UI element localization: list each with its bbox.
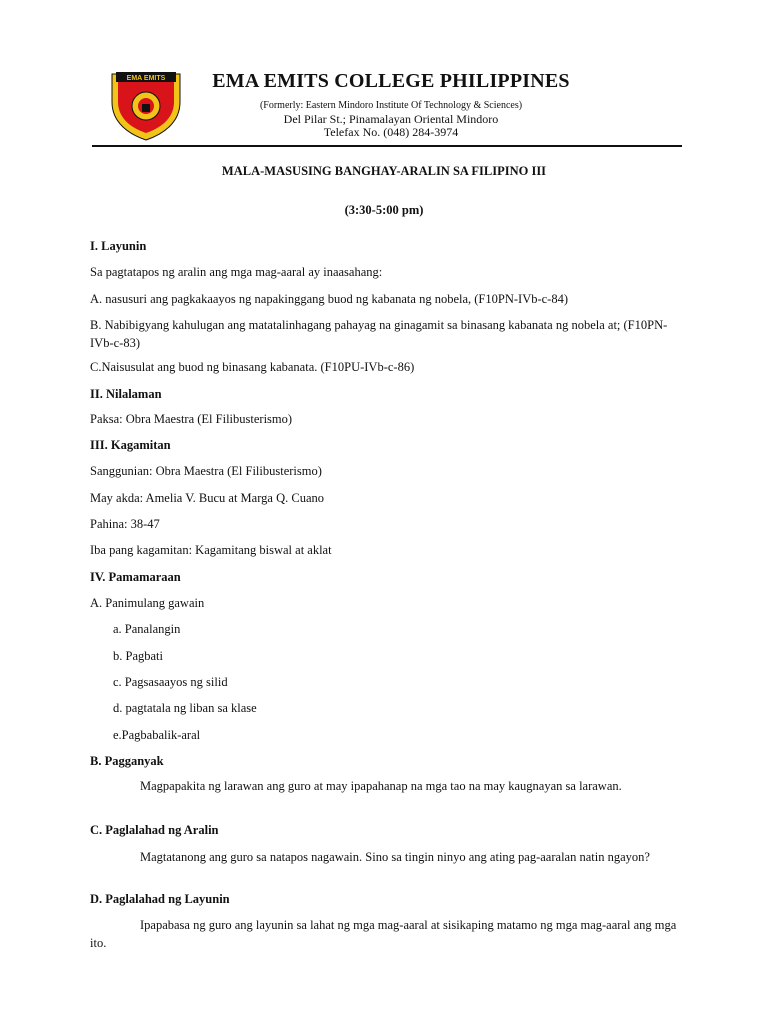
layunin-item-c: C.Naisusulat ang buod ng binasang kabanata. (F10PU-IVb-c-86): [90, 360, 415, 374]
layunin-paglalahad-text: Ipapabasa ng guro ang layunin sa lahat ng mga mag-aaral at sisikaping matamo ng mga mag-aaral ang mga ito.: [90, 918, 677, 950]
panimula-item: b. Pagbati: [113, 649, 163, 663]
class-time: (3:30-5:00 pm): [344, 203, 424, 217]
pamamaraan-panimula: A. Panimulang gawain: [90, 596, 205, 610]
aralin-heading: C. Paglalahad ng Aralin: [90, 823, 219, 837]
nilalaman-paksa: Paksa: Obra Maestra (El Filibusterismo): [90, 412, 293, 426]
section-heading-layunin: I. Layunin: [90, 239, 147, 253]
panimula-item: e.Pagbabalik-aral: [113, 728, 201, 742]
panimula-item: d. pagtatala ng liban sa klase: [113, 701, 257, 715]
layunin-intro: Sa pagtatapos ng aralin ang mga mag-aaral ay inaasahang:: [90, 265, 383, 279]
pagganyak-heading: B. Pagganyak: [90, 754, 164, 768]
section-heading-nilalaman: II. Nilalaman: [90, 387, 162, 401]
layunin-item-b: B. Nabibigyang kahulugan ang matatalinhagang pahayag na ginagamit sa binasang kabanata ng nobela at; (F10PN-IVb-c-83): [90, 318, 668, 350]
layunin-paglalahad-heading: D. Paglalahad ng Layunin: [90, 892, 230, 906]
school-name: EMA EMITS COLLEGE PHILIPPINES: [212, 70, 570, 92]
kagamitan-iba-pa: Iba pang kagamitan: Kagamitang biswal at aklat: [90, 543, 332, 557]
section-heading-kagamitan: III. Kagamitan: [90, 438, 171, 452]
header-divider: [92, 145, 682, 147]
kagamitan-sanggunian: Sanggunian: Obra Maestra (El Filibusterismo): [90, 464, 322, 478]
panimula-item: a. Panalangin: [113, 622, 181, 636]
document-title: MALA-MASUSING BANGHAY-ARALIN SA FILIPINO III: [221, 164, 547, 178]
formerly-note: (Formerly: Eastern Mindoro Institute Of Technology & Sciences): [259, 100, 523, 111]
pagganyak-text: Magpapakita ng larawan ang guro at may ipapahanap na mga tao na may kaugnayan sa larawan.: [140, 779, 622, 793]
logo-text: EMA EMITS: [126, 75, 166, 82]
school-address: Del Pilar St.; Pinamalayan Oriental Mindoro: [283, 112, 499, 126]
school-telefax: Telefax No. (048) 284-3974: [323, 125, 459, 139]
kagamitan-may-akda: May akda: Amelia V. Bucu at Marga Q. Cuano: [90, 491, 324, 505]
section-heading-pamamaraan: IV. Pamamaraan: [90, 570, 181, 584]
aralin-text: Magtatanong ang guro sa natapos nagawain. Sino sa tingin ninyo ang ating pag-aaralan natin ngayon?: [140, 850, 650, 864]
school-logo: [108, 68, 184, 142]
panimula-item: c. Pagsasaayos ng silid: [113, 675, 228, 689]
kagamitan-pahina: Pahina: 38-47: [90, 517, 160, 531]
layunin-item-a: A. nasusuri ang pagkakaayos ng napakinggang buod ng kabanata ng nobela, (F10PN-IVb-c-84): [90, 292, 569, 306]
